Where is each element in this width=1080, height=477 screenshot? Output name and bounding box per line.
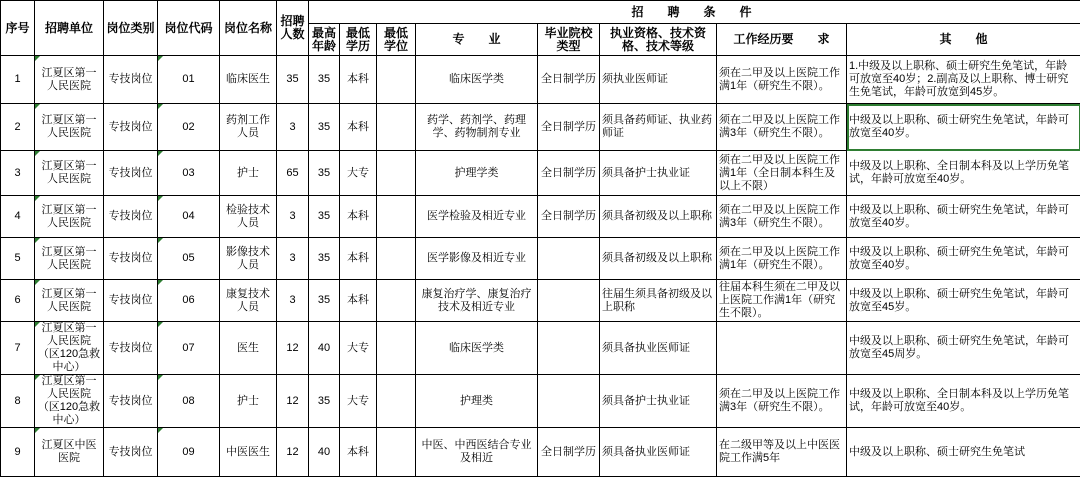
header-min-edu: 最低学历 (340, 24, 377, 56)
cell-min-edu[interactable]: 本科 (340, 56, 377, 104)
cell-seq[interactable]: 1 (1, 56, 35, 104)
cell-major[interactable]: 护理学类 (416, 151, 538, 196)
table-row[interactable] (1, 238, 1080, 280)
cell-max-age[interactable]: 35 (309, 238, 340, 280)
cell-other[interactable]: 中级及以上职称、硕士研究生免笔试 (847, 428, 1080, 477)
cell-count[interactable]: 35 (277, 56, 309, 104)
cell-qualification[interactable]: 须具备执业医师证 (600, 428, 717, 477)
cell-seq[interactable]: 6 (1, 280, 35, 322)
cell-other[interactable]: 中级及以上职称、硕士研究生免笔试，年龄可放宽至40岁。 (847, 196, 1080, 238)
cell-unit[interactable]: 江夏区中医医院 (35, 428, 104, 477)
cell-post-name[interactable]: 医生 (220, 322, 277, 375)
cell-post-name[interactable]: 临床医生 (220, 56, 277, 104)
table-row[interactable] (1, 196, 1080, 238)
cell-school-type[interactable]: 全日制学历 (538, 151, 600, 196)
cell-other[interactable]: 中级及以上职称、硕士研究生免笔试，年龄可放宽至40岁。 (847, 238, 1080, 280)
cell-experience[interactable]: 在二级甲等及以上中医医院工作满5年 (717, 428, 847, 477)
header-category: 岗位类别 (104, 1, 158, 56)
cell-major[interactable]: 护理类 (416, 375, 538, 428)
cell-code[interactable]: 07 (158, 322, 220, 375)
cell-unit[interactable]: 江夏区第一人民医院 (35, 56, 104, 104)
cell-min-edu[interactable]: 本科 (340, 428, 377, 477)
cell-max-age[interactable]: 35 (309, 375, 340, 428)
header-qualification: 执业资格、技术资格、技术等级 (600, 24, 717, 56)
cell-count[interactable]: 12 (277, 428, 309, 477)
cell-min-degree[interactable] (377, 104, 416, 151)
cell-seq[interactable]: 9 (1, 428, 35, 477)
cell-major[interactable]: 临床医学类 (416, 322, 538, 375)
cell-other-selected[interactable]: 中级及以上职称、硕士研究生免笔试，年龄可放宽至40岁。 (847, 104, 1080, 151)
cell-unit[interactable]: 江夏区第一人民医院 (35, 151, 104, 196)
cell-qualification[interactable]: 往届生须具备初级及以上职称 (600, 280, 717, 322)
cell-major[interactable]: 医学检验及相近专业 (416, 196, 538, 238)
cell-school-type[interactable]: 全日制学历 (538, 196, 600, 238)
cell-other[interactable]: 中级及以上职称、全日制本科及以上学历免笔试，年龄可放宽至40岁。 (847, 151, 1080, 196)
cell-min-degree[interactable] (377, 322, 416, 375)
cell-min-edu[interactable]: 本科 (340, 280, 377, 322)
cell-max-age[interactable]: 35 (309, 196, 340, 238)
table-row[interactable] (1, 428, 1080, 477)
header-seq: 序号 (1, 1, 35, 56)
cell-min-edu[interactable]: 大专 (340, 151, 377, 196)
cell-experience[interactable]: 须在二甲及以上医院工作满3年（研究生不限）。 (717, 196, 847, 238)
header-major: 专 业 (416, 24, 538, 56)
cell-min-edu[interactable]: 大专 (340, 322, 377, 375)
cell-qualification[interactable]: 须具备药师证、执业药师证 (600, 104, 717, 151)
cell-min-degree[interactable] (377, 56, 416, 104)
header-other: 其 他 (847, 24, 1080, 56)
cell-experience[interactable]: 须在二甲及以上医院工作满3年（研究生不限）。 (717, 375, 847, 428)
cell-qualification[interactable]: 须具备护士执业证 (600, 375, 717, 428)
table-row[interactable] (1, 375, 1080, 428)
cell-school-type[interactable] (538, 280, 600, 322)
cell-post-name[interactable]: 药剂工作人员 (220, 104, 277, 151)
cell-code[interactable]: 04 (158, 196, 220, 238)
cell-experience[interactable]: 须在二甲及以上医院工作满1年（研究生不限）。 (717, 238, 847, 280)
table-row[interactable] (1, 322, 1080, 375)
cell-unit[interactable]: 江夏区第一人民医院（区120急救中心） (35, 322, 104, 375)
cell-major[interactable]: 药学、药剂学、药理学、药物制剂专业 (416, 104, 538, 151)
cell-code[interactable]: 09 (158, 428, 220, 477)
cell-post-name[interactable]: 护士 (220, 375, 277, 428)
cell-min-edu[interactable]: 大专 (340, 375, 377, 428)
cell-code[interactable]: 08 (158, 375, 220, 428)
cell-school-type[interactable]: 全日制学历 (538, 56, 600, 104)
cell-category[interactable]: 专技岗位 (104, 151, 158, 196)
cell-code[interactable]: 06 (158, 280, 220, 322)
table-row[interactable] (1, 280, 1080, 322)
cell-category[interactable]: 专技岗位 (104, 238, 158, 280)
header-min-degree: 最低学位 (377, 24, 416, 56)
cell-major[interactable]: 康复治疗学、康复治疗技术及相近专业 (416, 280, 538, 322)
cell-code[interactable]: 02 (158, 104, 220, 151)
cell-max-age[interactable]: 35 (309, 280, 340, 322)
cell-major[interactable]: 中医、中西医结合专业及相近 (416, 428, 538, 477)
cell-category[interactable]: 专技岗位 (104, 322, 158, 375)
cell-experience[interactable]: 须在二甲及以上医院工作满3年（研究生不限）。 (717, 104, 847, 151)
cell-category[interactable]: 专技岗位 (104, 104, 158, 151)
cell-experience[interactable] (717, 322, 847, 375)
cell-category[interactable]: 专技岗位 (104, 280, 158, 322)
cell-category[interactable]: 专技岗位 (104, 196, 158, 238)
cell-qualification[interactable]: 须执业医师证 (600, 56, 717, 104)
cell-category[interactable]: 专技岗位 (104, 428, 158, 477)
header-conditions: 招 聘 条 件 (309, 1, 1080, 24)
cell-min-degree[interactable] (377, 151, 416, 196)
cell-unit[interactable]: 江夏区第一人民医院 (35, 280, 104, 322)
cell-min-degree[interactable] (377, 280, 416, 322)
cell-max-age[interactable]: 35 (309, 104, 340, 151)
cell-seq[interactable]: 4 (1, 196, 35, 238)
header-school-type: 毕业院校类型 (538, 24, 600, 56)
cell-qualification[interactable]: 须具备执业医师证 (600, 322, 717, 375)
cell-unit[interactable]: 江夏区第一人民医院（区120急救中心） (35, 375, 104, 428)
cell-school-type[interactable]: 全日制学历 (538, 428, 600, 477)
cell-other[interactable]: 1.中级及以上职称、硕士研究生免笔试，年龄可放宽至40岁；2.副高及以上职称、博士研究生免笔试，年龄可放宽到45岁。 (847, 56, 1080, 104)
cell-qualification[interactable]: 须具备初级及以上职称 (600, 238, 717, 280)
cell-code[interactable]: 05 (158, 238, 220, 280)
cell-seq[interactable]: 7 (1, 322, 35, 375)
cell-min-edu[interactable]: 本科 (340, 196, 377, 238)
cell-max-age[interactable]: 35 (309, 151, 340, 196)
header-count: 招聘人数 (277, 1, 309, 56)
cell-min-edu[interactable]: 本科 (340, 104, 377, 151)
header-experience: 工作经历要 求 (717, 24, 847, 56)
cell-post-name[interactable]: 检验技术人员 (220, 196, 277, 238)
cell-unit[interactable]: 江夏区第一人民医院 (35, 196, 104, 238)
cell-code[interactable]: 03 (158, 151, 220, 196)
cell-experience[interactable]: 须在二甲及以上医院工作满1年（研究生不限）。 (717, 56, 847, 104)
cell-other[interactable]: 中级及以上职称、硕士研究生免笔试，年龄可放宽至45岁。 (847, 280, 1080, 322)
cell-school-type[interactable] (538, 238, 600, 280)
cell-count[interactable]: 12 (277, 375, 309, 428)
cell-other[interactable]: 中级及以上职称、硕士研究生免笔试，年龄可放宽至45周岁。 (847, 322, 1080, 375)
cell-code[interactable]: 01 (158, 56, 220, 104)
header-max-age: 最高年龄 (309, 24, 340, 56)
cell-min-degree[interactable] (377, 196, 416, 238)
cell-qualification[interactable]: 须具备护士执业证 (600, 151, 717, 196)
header-post-name: 岗位名称 (220, 1, 277, 56)
cell-school-type[interactable]: 全日制学历 (538, 104, 600, 151)
cell-category[interactable]: 专技岗位 (104, 375, 158, 428)
cell-seq[interactable]: 8 (1, 375, 35, 428)
cell-seq[interactable]: 5 (1, 238, 35, 280)
cell-seq[interactable]: 3 (1, 151, 35, 196)
cell-unit[interactable]: 江夏区第一人民医院 (35, 238, 104, 280)
cell-count[interactable]: 3 (277, 280, 309, 322)
table-row[interactable] (1, 56, 1080, 104)
header-row-top (1, 1, 1080, 24)
cell-min-edu[interactable]: 本科 (340, 238, 377, 280)
cell-max-age[interactable]: 35 (309, 56, 340, 104)
cell-post-name[interactable]: 护士 (220, 151, 277, 196)
cell-post-name[interactable]: 中医医生 (220, 428, 277, 477)
cell-count[interactable]: 65 (277, 151, 309, 196)
cell-other[interactable]: 中级及以上职称、全日制本科及以上学历免笔试，年龄可放宽至40岁。 (847, 375, 1080, 428)
cell-max-age[interactable]: 40 (309, 428, 340, 477)
cell-qualification[interactable]: 须具备初级及以上职称 (600, 196, 717, 238)
cell-count[interactable]: 3 (277, 238, 309, 280)
cell-major[interactable]: 医学影像及相近专业 (416, 238, 538, 280)
table-row[interactable] (1, 104, 1080, 151)
cell-count[interactable]: 12 (277, 322, 309, 375)
cell-unit[interactable]: 江夏区第一人民医院 (35, 104, 104, 151)
cell-count[interactable]: 3 (277, 196, 309, 238)
cell-min-degree[interactable] (377, 375, 416, 428)
cell-max-age[interactable]: 40 (309, 322, 340, 375)
cell-school-type[interactable] (538, 322, 600, 375)
cell-experience[interactable]: 往届本科生须在二甲及以上医院工作满1年（研究生不限）。 (717, 280, 847, 322)
cell-post-name[interactable]: 康复技术人员 (220, 280, 277, 322)
cell-min-degree[interactable] (377, 238, 416, 280)
cell-post-name[interactable]: 影像技术人员 (220, 238, 277, 280)
table-row[interactable] (1, 151, 1080, 196)
cell-count[interactable]: 3 (277, 104, 309, 151)
header-unit: 招聘单位 (35, 1, 104, 56)
cell-min-degree[interactable] (377, 428, 416, 477)
cell-major[interactable]: 临床医学类 (416, 56, 538, 104)
cell-school-type[interactable] (538, 375, 600, 428)
header-code: 岗位代码 (158, 1, 220, 56)
cell-category[interactable]: 专技岗位 (104, 56, 158, 104)
cell-seq[interactable]: 2 (1, 104, 35, 151)
cell-experience[interactable]: 须在二甲及以上医院工作满1年（全日制本科生及以上不限） (717, 151, 847, 196)
